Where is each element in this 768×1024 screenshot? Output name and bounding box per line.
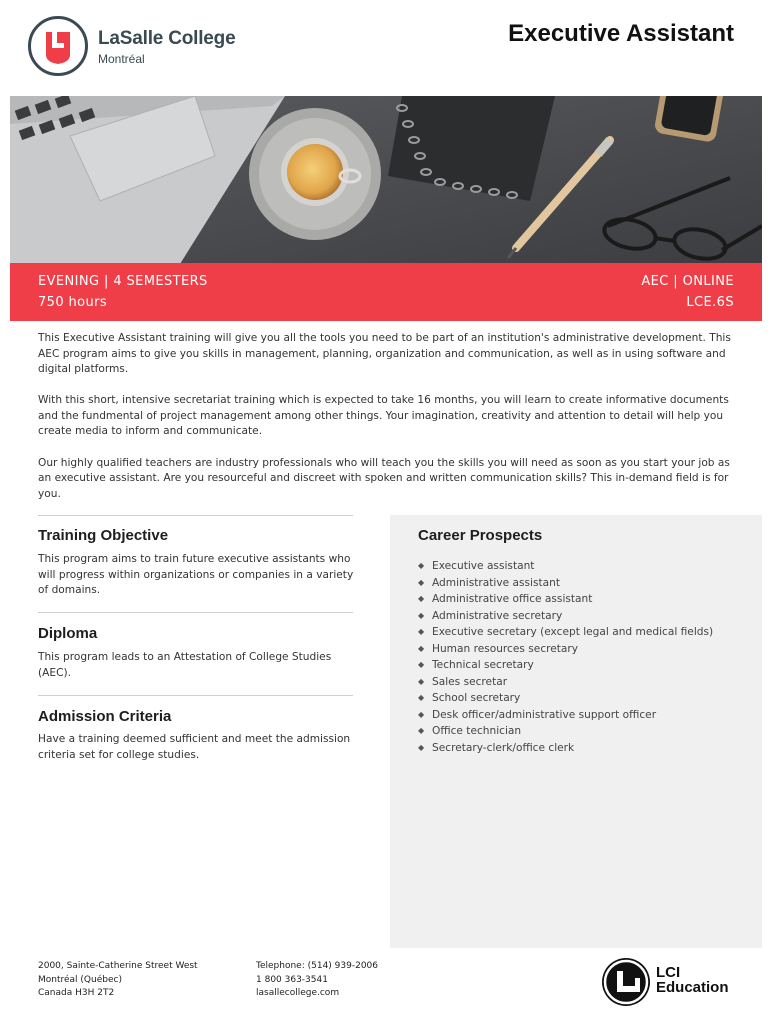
career-list — [418, 558, 713, 756]
footer-contact — [256, 960, 378, 1001]
diploma-title: Diploma — [38, 625, 98, 642]
bullet-icon: ◆ — [418, 726, 425, 735]
list-item: ◆ Office technician — [418, 725, 522, 737]
lci-education-wordmark: LCI Education — [656, 964, 729, 996]
format-label: AEC | ONLINE — [641, 274, 734, 289]
schedule-label: EVENING | 4 SEMESTERS — [38, 274, 208, 289]
footer-address: 2000, Sainte-Catherine Street West Montréal (Québec) Canada H3H 2T2 — [38, 961, 198, 998]
list-item: ◆ Secretary-clerk/office clerk — [418, 741, 575, 754]
divider — [38, 695, 353, 696]
admission-criteria-title: Admission Criteria — [38, 708, 172, 725]
bullet-icon: ◆ — [418, 561, 425, 570]
lci-logo-icon — [602, 958, 650, 1006]
divider — [38, 515, 353, 516]
bullet-icon: ◆ — [418, 676, 425, 686]
list-item: ◆ Executive assistant — [418, 560, 535, 572]
brand-name: LaSalle College — [98, 28, 236, 49]
website-link[interactable]: lasallecollege.com — [256, 988, 340, 998]
career-prospects-title: Career Prospects — [418, 527, 543, 544]
bullet-icon: ◆ — [418, 709, 425, 719]
list-item: ◆ School secretary — [418, 692, 521, 704]
bullet-icon: ◆ — [418, 693, 425, 702]
page-title: Executive Assistant — [508, 20, 734, 47]
career-prospects-panel — [390, 515, 762, 948]
intro-paragraph: This Executive Assistant training will give you all the tools you need to be part of an institution's administrative development. This AEC program aims to give you skills in management, planning, organization and communication, as well as in using software and digital platforms. — [38, 332, 731, 376]
intro-text — [38, 331, 736, 518]
divider — [38, 612, 353, 613]
program-code: LCE.6S — [686, 295, 734, 310]
intro-paragraph: With this short, intensive secretariat training which is expected to take 16 months, you will learn to create informative documents and the fundmental of project management among other things. Your imagination, creativity and attention to detail will help you create media to inform and communicate. — [38, 394, 729, 438]
diploma-body: This program leads to an Attestation of College Studies (AEC). — [38, 651, 332, 679]
bullet-icon: ◆ — [418, 660, 425, 669]
hours-label: 750 hours — [38, 295, 108, 310]
bullet-icon: ◆ — [418, 577, 425, 587]
bullet-icon: ◆ — [418, 610, 425, 620]
list-item: ◆ Administrative assistant — [418, 576, 560, 589]
admission-criteria-body: Have a training deemed sufficient and meet the admission criteria set for college studies. — [38, 733, 351, 761]
bullet-icon: ◆ — [418, 742, 425, 752]
bullet-icon: ◆ — [418, 594, 425, 603]
bullet-icon: ◆ — [418, 643, 425, 653]
program-info-band — [10, 263, 762, 321]
list-item: ◆ Human resources secretary — [418, 642, 579, 655]
toll-free-number: 1 800 363-3541 — [256, 974, 328, 985]
brand-city: Montréal — [98, 52, 145, 66]
bullet-icon: ◆ — [418, 627, 425, 636]
training-objective-title: Training Objective — [38, 527, 169, 544]
list-item: ◆ Administrative secretary — [418, 609, 563, 622]
lasalle-logo-icon — [28, 16, 88, 76]
hero-image — [10, 96, 762, 264]
list-item: ◆ Executive secretary (except legal and medical fields) — [418, 626, 714, 638]
intro-paragraph: Our highly qualified teachers are industry professionals who will teach you the skills you will need as soon as you start your job as an executive assistant. Are you resourceful and discreet with spoken and written communication skills? This in-demand field is for you. — [38, 456, 730, 500]
list-item: ◆ Sales secretar — [418, 675, 508, 688]
list-item: ◆ Technical secretary — [418, 659, 534, 671]
list-item: ◆ Desk officer/administrative support officer — [418, 708, 657, 721]
phone-number: Telephone: (514) 939-2006 — [256, 961, 378, 971]
list-item: ◆ Administrative office assistant — [418, 593, 593, 605]
coffee-cup-icon — [249, 108, 381, 240]
training-objective-body: This program aims to train future executive assistants who will progress within organizations or companies in a variety of domains. — [38, 553, 354, 596]
